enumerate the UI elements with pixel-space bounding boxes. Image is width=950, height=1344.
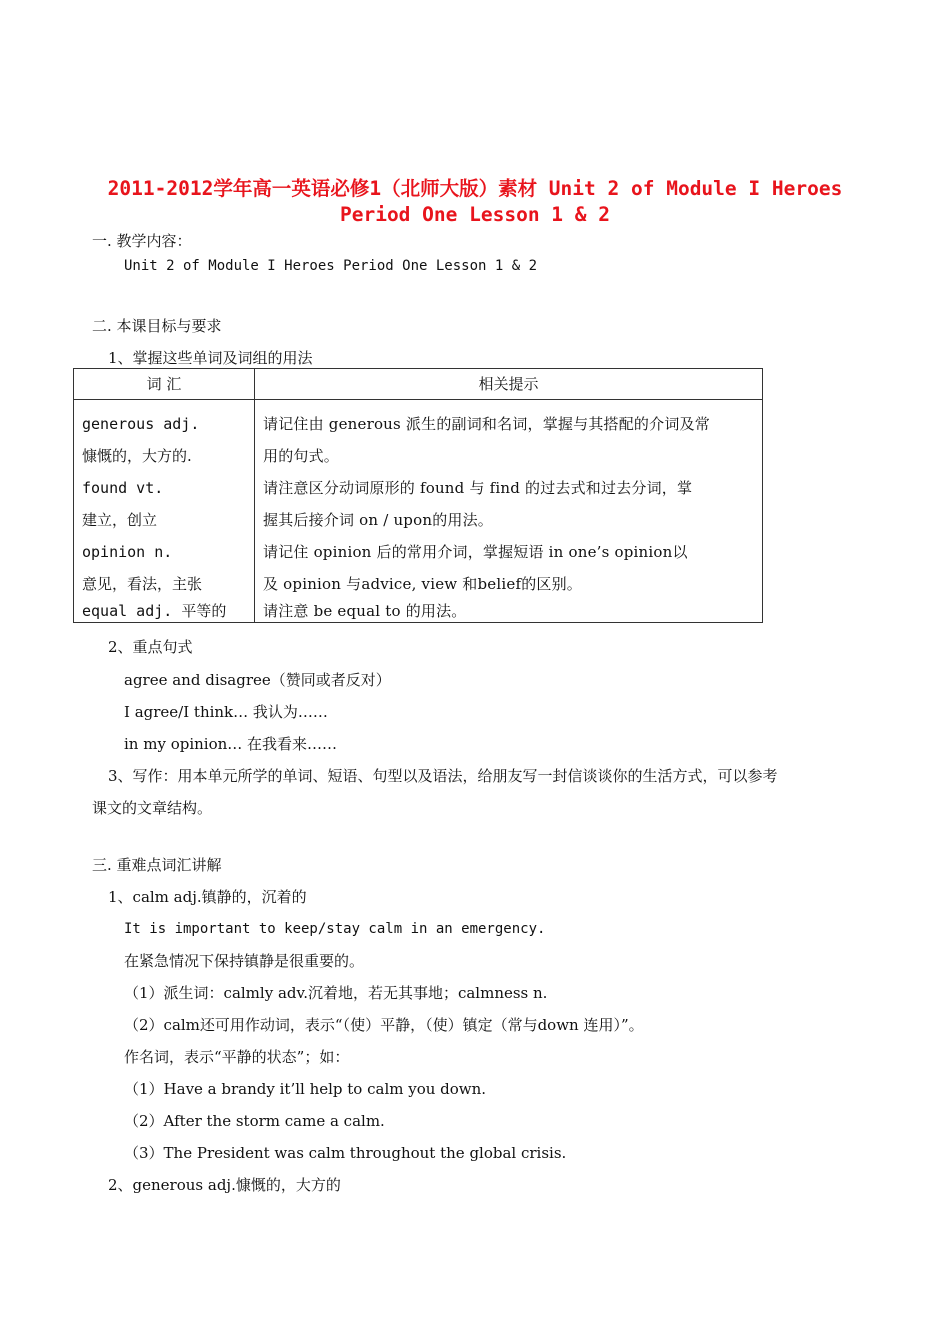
section-2-heading: 二. 本课目标与要求 (92, 317, 222, 335)
calm-note-3: 作名词，表示“平静的状态”；如： (124, 1048, 350, 1066)
section-2-item-2: 2、重点句式 (108, 638, 193, 656)
pattern-line: I agree/I think… 我认为…… (124, 703, 328, 721)
hint-line: 用的句式。 (263, 447, 340, 465)
vocab-line: equal adj. 平等的 (82, 602, 227, 620)
table-row (74, 400, 763, 623)
calm-example-en: It is important to keep/stay calm in an emergency. (124, 921, 546, 937)
hint-cell (255, 400, 763, 623)
section-2-item-3: 3、写作：用本单元所学的单词、短语、句型以及语法，给朋友写一封信谈谈你的生活方式，可以参考 (108, 767, 778, 785)
section-3-heading: 三. 重难点词汇讲解 (92, 856, 222, 874)
table-header-row (74, 369, 763, 400)
pattern-line: agree and disagree（赞同或者反对） (124, 671, 391, 689)
vocab-cell (74, 400, 255, 623)
vocab-line: generous adj. (82, 415, 200, 433)
document-title (60, 176, 890, 228)
calm-example: （2）After the storm came a calm. (124, 1112, 385, 1130)
hint-line: 请注意 be equal to 的用法。 (263, 602, 467, 620)
title-line-1: 2011-2012学年高一英语必修1（北师大版）素材 Unit 2 of Module I Heroes (107, 177, 843, 200)
hint-line: 握其后接介词 on / upon的用法。 (263, 511, 494, 529)
generous-title: 2、generous adj.慷慨的，大方的 (108, 1176, 341, 1194)
vocabulary-table (73, 368, 763, 623)
hint-line: 请记住 opinion 后的常用介词，掌握短语 in one’s opinion以 (263, 543, 688, 561)
hint-line: 请注意区分动词原形的 found 与 find 的过去式和过去分词，掌 (263, 479, 693, 497)
table-header-hints: 相关提示 (255, 369, 763, 400)
calm-example: （3）The President was calm throughout the global crisis. (124, 1144, 567, 1162)
vocab-line: 建立，创立 (82, 511, 158, 529)
section-1-heading: 一. 教学内容： (92, 232, 192, 250)
calm-note-1: （1）派生词：calmly adv.沉着地，若无其事地；calmness n. (124, 984, 548, 1002)
calm-example-cn: 在紧急情况下保持镇静是很重要的。 (124, 952, 365, 970)
pattern-line: in my opinion… 在我看来…… (124, 735, 338, 753)
calm-example: （1）Have a brandy it’ll help to calm you down. (124, 1080, 487, 1098)
calm-note-2: （2）calm还可用作动词，表示“（使）平静，（使）镇定（常与down 连用）”。 (124, 1016, 644, 1034)
table-header-vocab: 词 汇 (74, 369, 255, 400)
section-1-content: Unit 2 of Module I Heroes Period One Lesson 1 & 2 (124, 258, 538, 274)
vocab-line: found vt. (82, 479, 164, 497)
vocab-line: 意见，看法，主张 (82, 575, 203, 593)
hint-line: 请记住由 generous 派生的副词和名词，掌握与其搭配的介词及常 (263, 415, 710, 433)
calm-title: 1、calm adj.镇静的，沉着的 (108, 888, 307, 906)
vocab-line: 慷慨的，大方的. (82, 447, 192, 465)
title-line-2: Period One Lesson 1 & 2 (339, 203, 611, 226)
hint-line: 及 opinion 与advice, view 和belief的区别。 (263, 575, 583, 593)
vocab-line: opinion n. (82, 543, 173, 561)
section-2-item-1: 1、掌握这些单词及词组的用法 (108, 349, 313, 367)
section-2-item-3-cont: 课文的文章结构。 (92, 799, 213, 817)
